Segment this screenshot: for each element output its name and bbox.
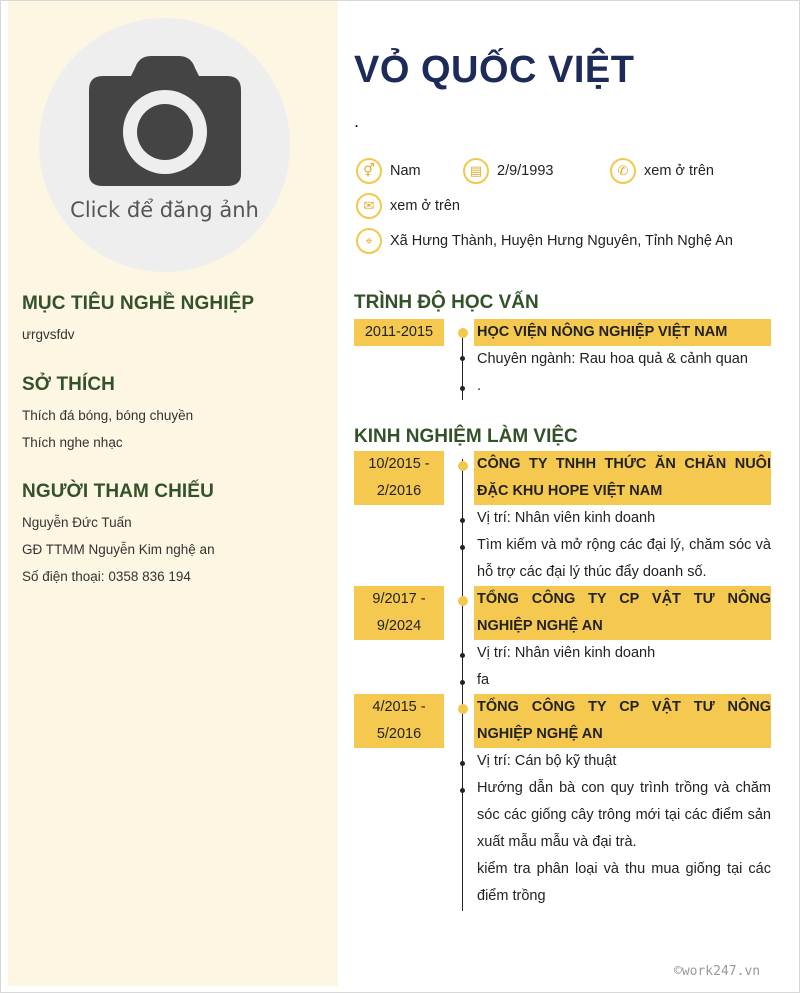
reference-item: Nguyễn Đức Tuấn bbox=[22, 515, 132, 530]
references-title: NGƯỜI THAM CHIẾU bbox=[22, 481, 214, 502]
experience-timeline bbox=[462, 459, 463, 911]
address-value[interactable]: Xã Hưng Thành, Huyện Hưng Nguyên, Tỉnh Nghệ An bbox=[390, 233, 733, 249]
experience-line[interactable]: Vị trí: Nhân viên kinh doanh bbox=[477, 510, 656, 526]
watermark: ©work247.vn bbox=[674, 964, 761, 979]
camera-icon bbox=[87, 54, 243, 188]
birthday-cake-icon: ▤ bbox=[463, 158, 489, 184]
hobby-item: Thích đá bóng, bóng chuyền bbox=[22, 408, 194, 423]
bullet-dot bbox=[460, 386, 465, 391]
bullet-dot bbox=[460, 545, 465, 550]
experience-line[interactable]: fa bbox=[477, 672, 490, 688]
education-title: TRÌNH ĐỘ HỌC VẤN bbox=[354, 292, 539, 313]
experience-company[interactable]: TỔNG CÔNG TY CP VẬT TƯ NÔNG NGHIỆP NGHỆ AN bbox=[474, 694, 771, 748]
date-to: 9/2024 bbox=[376, 618, 422, 634]
email-value[interactable]: xem ở trên bbox=[390, 198, 460, 214]
birthdate-info bbox=[463, 158, 553, 184]
references-section bbox=[22, 481, 322, 590]
reference-item: GĐ TTMM Nguyễn Kim nghệ an bbox=[22, 542, 215, 557]
hobbies-section bbox=[22, 374, 322, 456]
experience-date[interactable] bbox=[354, 694, 444, 748]
photo-upload-label: Click để đăng ảnh bbox=[70, 198, 259, 222]
timeline-dot bbox=[458, 461, 468, 471]
hobby-item: Thích nghe nhạc bbox=[22, 435, 123, 450]
bullet-dot bbox=[460, 518, 465, 523]
date-from: 4/2015 - bbox=[372, 699, 426, 715]
email-info bbox=[356, 193, 460, 219]
date-from: 10/2015 - bbox=[368, 456, 430, 472]
education-school[interactable]: HỌC VIỆN NÔNG NGHIỆP VIỆT NAM bbox=[474, 319, 771, 346]
photo-upload[interactable] bbox=[39, 18, 290, 272]
phone-info bbox=[610, 158, 714, 184]
experience-company[interactable]: TỔNG CÔNG TY CP VẬT TƯ NÔNG NGHIỆP NGHỆ AN bbox=[474, 586, 771, 640]
candidate-title[interactable]: . bbox=[354, 111, 360, 131]
experience-line[interactable]: Tìm kiếm và mở rộng các đại lý, chăm sóc và hỗ trợ các đại lý thúc đẩy doanh số. bbox=[477, 537, 771, 580]
address-info bbox=[356, 228, 733, 254]
left-sidebar bbox=[8, 1, 338, 986]
experience-date[interactable] bbox=[354, 586, 444, 640]
reference-item: Số điện thoại: 0358 836 194 bbox=[22, 569, 191, 584]
education-date[interactable]: 2011-2015 bbox=[354, 319, 444, 346]
experience-date[interactable] bbox=[354, 451, 444, 505]
experience-line[interactable]: Vị trí: Cán bộ kỹ thuật bbox=[477, 753, 617, 769]
birthdate-value[interactable]: 2/9/1993 bbox=[497, 163, 554, 179]
experience-line[interactable]: kiểm tra phân loại và thu mua giống tại các điểm trồng bbox=[477, 861, 771, 904]
education-line[interactable]: . bbox=[477, 378, 482, 394]
education-line[interactable]: Chuyên ngành: Rau hoa quả & cảnh quan bbox=[477, 351, 748, 367]
date-to: 2/2016 bbox=[376, 483, 422, 499]
bullet-dot bbox=[460, 653, 465, 658]
bullet-dot bbox=[460, 356, 465, 361]
experience-line[interactable]: Hướng dẫn bà con quy trình trồng và chăm sóc các giống cây trông mới tại các điểm sản xuất mẫu mẫu và đại trà. bbox=[477, 780, 771, 850]
phone-value[interactable]: xem ở trên bbox=[644, 163, 714, 179]
phone-icon: ✆ bbox=[610, 158, 636, 184]
bullet-dot bbox=[460, 788, 465, 793]
gender-icon: ⚥ bbox=[356, 158, 382, 184]
timeline-dot bbox=[458, 596, 468, 606]
bullet-dot bbox=[460, 761, 465, 766]
timeline-dot bbox=[458, 704, 468, 714]
timeline-dot bbox=[458, 328, 468, 338]
date-to: 5/2016 bbox=[376, 726, 422, 742]
candidate-name[interactable]: VỎ QUỐC VIỆT bbox=[354, 49, 635, 91]
gender-info bbox=[356, 158, 421, 184]
gender-value[interactable]: Nam bbox=[390, 163, 421, 179]
experience-title: KINH NGHIỆM LÀM VIỆC bbox=[354, 426, 578, 447]
career-goal-title: MỤC TIÊU NGHỀ NGHIỆP bbox=[22, 293, 255, 314]
experience-company[interactable]: CÔNG TY TNHH THỨC ĂN CHĂN NUÔI ĐẶC KHU HOPE VIỆT NAM bbox=[474, 451, 771, 505]
hobbies-title: SỞ THÍCH bbox=[22, 374, 116, 395]
career-goal-section bbox=[22, 293, 322, 348]
experience-line[interactable]: Vị trí: Nhân viên kinh doanh bbox=[477, 645, 656, 661]
career-goal-text: ưrgvsfdv bbox=[22, 327, 75, 342]
date-from: 9/2017 - bbox=[372, 591, 426, 607]
email-icon: ✉ bbox=[356, 193, 382, 219]
bullet-dot bbox=[460, 680, 465, 685]
map-pin-icon: ⌖ bbox=[356, 228, 382, 254]
